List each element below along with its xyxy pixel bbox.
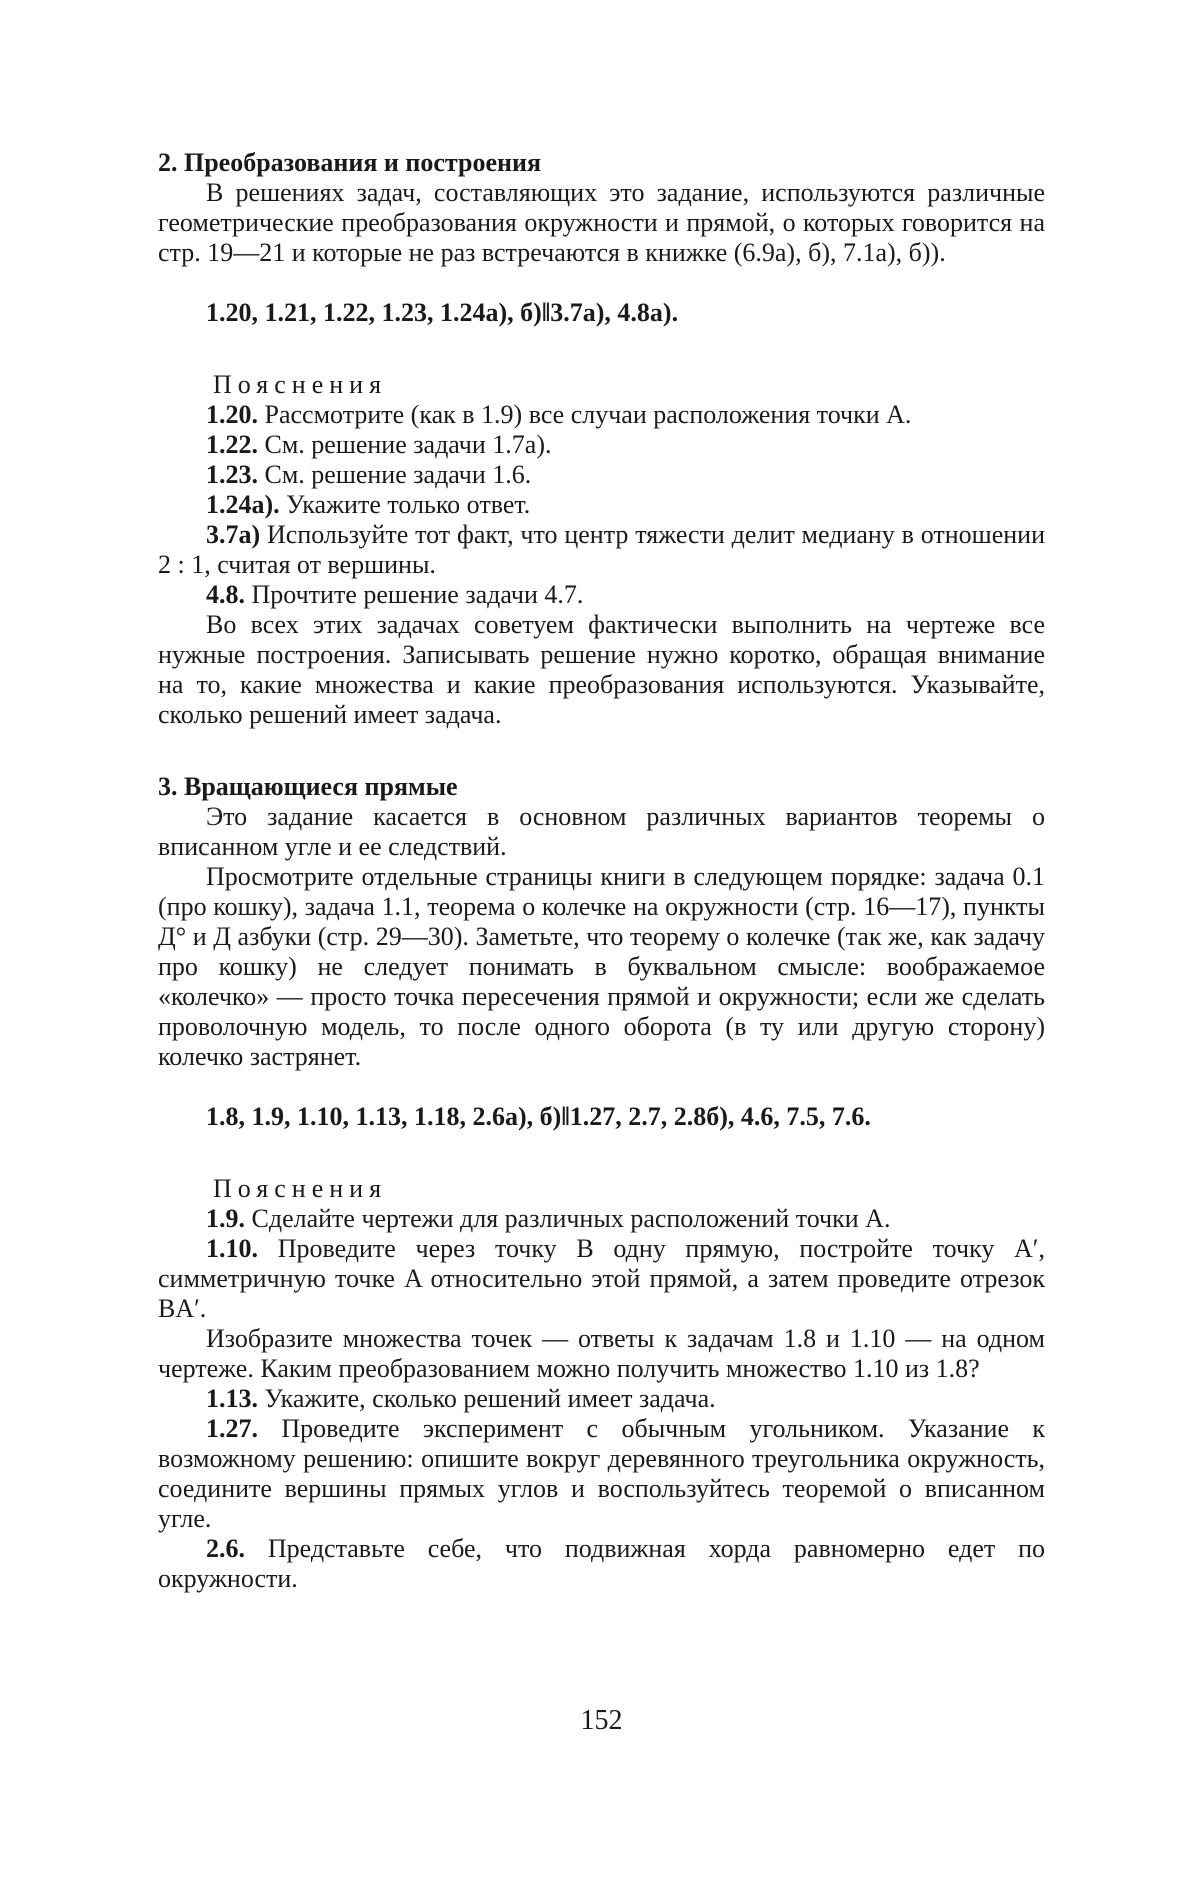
page-number: 152 xyxy=(158,1706,1045,1736)
note-text: Прочтите решение задачи 4.7. xyxy=(245,580,583,609)
section-2-closing: Во всех этих задачах советуем фактически выполнить на чертеже все нужные построения. Записывать решение нужно коротко, обращая внимание на то, какие множества и какие преобразования используются. Указывайте, сколько решений имеет задача. xyxy=(158,610,1045,730)
section-2-heading: 2. Преобразования и построения xyxy=(158,148,1045,178)
note-text: См. решение задачи 1.6. xyxy=(258,460,531,489)
section-3-problem-list: 1.8, 1.9, 1.10, 1.13, 1.18, 2.6а), б)‖1.27, 2.7, 2.8б), 4.6, 7.5, 7.6. xyxy=(158,1102,1045,1132)
note-item xyxy=(158,580,1045,610)
section-2-intro: В решениях задач, составляющих это задание, используются различные геометрические преобразования окружности и прямой, о которых говорится на стр. 19—21 и которые не раз встречаются в книжке (6.9а), б), 7.1а), б)). xyxy=(158,178,1045,268)
note-text: Изобразите множества точек — ответы к задачам 1.8 и 1.10 — на одном чертеже. Каким преобразованием можно получить множество 1.10 из 1.8? xyxy=(158,1324,1045,1383)
note-text: Проведите эксперимент с обычным угольником. Указание к возможному решению: опишите вокруг деревянного треугольника окружность, соедините вершины прямых углов и воспользуйтесь теоремой о вписанном угле. xyxy=(158,1414,1045,1533)
note-item xyxy=(158,1204,1045,1234)
note-number: 4.8. xyxy=(206,580,245,609)
note-number: 3.7а) xyxy=(206,520,260,549)
section-3-para-1: Это задание касается в основном различных вариантов теоремы о вписанном угле и ее следствий. xyxy=(158,802,1045,862)
note-item xyxy=(158,1234,1045,1324)
book-page xyxy=(158,148,1045,1594)
section-3-para-2: Просмотрите отдельные страницы книги в следующем порядке: задача 0.1 (про кошку), задача 1.1, теорема о колечке на окружности (стр. 16—17), пункты Д° и Д азбуки (стр. 29—30). Заметьте, что теорему о колечке (так же, как задачу про кошку) не следует понимать в буквальном смысле: воображаемое «колечко» — просто точка пересечения прямой и окружности; если же сделать проволочную модель, то после одного оборота (в ту или другую сторону) колечко застрянет. xyxy=(158,862,1045,1072)
note-number: 1.22. xyxy=(206,430,258,459)
note-text: Рассмотрите (как в 1.9) все случаи расположения точки А. xyxy=(258,400,911,429)
note-item xyxy=(158,1384,1045,1414)
note-item xyxy=(158,520,1045,580)
note-item xyxy=(158,430,1045,460)
note-item xyxy=(158,1324,1045,1384)
note-item xyxy=(158,400,1045,430)
note-text: Представьте себе, что подвижная хорда равномерно едет по окружности. xyxy=(158,1534,1045,1593)
note-number: 1.10. xyxy=(206,1234,258,1263)
note-text: Сделайте чертежи для различных расположений точки А. xyxy=(245,1204,890,1233)
note-number: 1.24а). xyxy=(206,490,280,519)
note-number: 1.13. xyxy=(206,1384,258,1413)
note-text: Укажите только ответ. xyxy=(280,490,531,519)
note-text: Проведите через точку B одну прямую, постройте точку A′, симметричную точке A относительно этой прямой, а затем проведите отрезок BA′. xyxy=(158,1234,1045,1323)
note-text: См. решение задачи 1.7а). xyxy=(258,430,552,459)
note-number: 1.9. xyxy=(206,1204,245,1233)
note-text: Укажите, сколько решений имеет задача. xyxy=(258,1384,716,1413)
note-text: Используйте тот факт, что центр тяжести делит медиану в отношении 2 : 1, считая от вершины. xyxy=(158,520,1045,579)
note-number: 2.6. xyxy=(206,1534,245,1563)
note-number: 1.23. xyxy=(206,460,258,489)
section-2-problem-list: 1.20, 1.21, 1.22, 1.23, 1.24а), б)‖3.7а), 4.8а). xyxy=(158,298,1045,328)
note-item xyxy=(158,1414,1045,1534)
note-item xyxy=(158,1534,1045,1594)
section-3-notes-title: Пояснения xyxy=(158,1174,1045,1204)
note-number: 1.27. xyxy=(206,1414,258,1443)
section-3-heading: 3. Вращающиеся прямые xyxy=(158,772,1045,802)
note-item xyxy=(158,490,1045,520)
note-item xyxy=(158,460,1045,490)
section-2-notes-title: Пояснения xyxy=(158,370,1045,400)
note-number: 1.20. xyxy=(206,400,258,429)
